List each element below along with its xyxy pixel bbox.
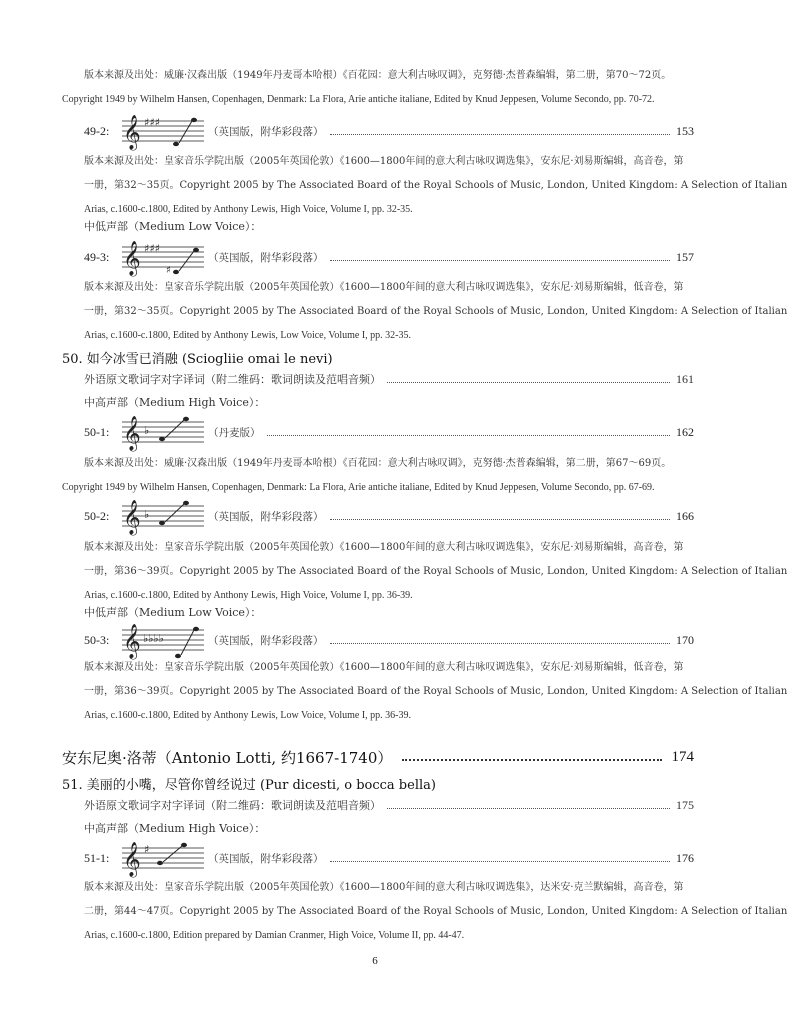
leader-dots — [330, 643, 671, 644]
svg-text:𝄞: 𝄞 — [123, 624, 141, 659]
svg-text:♯♯♯: ♯♯♯ — [144, 242, 160, 255]
song-title-50: 50. 如今冰雪已消融 (Sciogliie omai le nevi) — [62, 352, 333, 367]
entry-number: 50-3: — [84, 632, 110, 647]
source-note-4 — [62, 452, 694, 500]
music-incipit-icon — [122, 412, 204, 452]
source-note-3 — [84, 276, 787, 348]
source-note-1 — [62, 64, 694, 112]
source-note-7 — [84, 876, 787, 948]
page-ref: 170 — [676, 632, 694, 647]
source-note-cn: 二册，第44～47页。Copyright 2005 by The Associated Board of the Royal Schools of Music, London, United Kingdom: A Selection of Italian — [84, 906, 787, 917]
svg-text:♯: ♯ — [166, 265, 171, 276]
page-ref: 176 — [676, 850, 694, 865]
leader-dots — [330, 134, 671, 135]
page-ref: 162 — [676, 424, 694, 439]
edition-label: （英国版，附华彩段落） — [208, 251, 324, 264]
source-note-cn: 一册，第32～35页。Copyright 2005 by The Associated Board of the Royal Schools of Music, London, United Kingdom: A Selection of Italian — [84, 306, 787, 317]
entry-number: 49-2: — [84, 123, 110, 138]
svg-text:♭: ♭ — [144, 424, 150, 437]
toc-entry-translit-51[interactable] — [84, 796, 694, 814]
voice-heading: 中低声部（Medium Low Voice）： — [84, 606, 262, 619]
edition-label: （英国版，附华彩段落） — [208, 852, 324, 865]
entry-number: 51-1: — [84, 850, 110, 865]
toc-entry-49-2[interactable] — [84, 111, 694, 151]
leader-dots — [402, 759, 661, 761]
toc-entry-composer-lotti[interactable] — [62, 746, 694, 768]
source-note-2 — [84, 150, 787, 222]
source-note-cn: 版本来源及出处：皇家音乐学院出版（2005年英国伦敦）《1600—1800年间的意大利古咏叹调选集》，安东尼·刘易斯编辑，高音卷，第 — [84, 156, 684, 167]
edition-label: （丹麦版） — [208, 426, 261, 439]
svg-text:𝄞: 𝄞 — [123, 241, 141, 276]
leader-dots — [330, 519, 671, 520]
edition-label: （英国版，附华彩段落） — [208, 634, 324, 647]
toc-entry-51-1[interactable] — [84, 838, 694, 878]
source-note-cn: 版本来源及出处：威廉·汉森出版（1949年丹麦哥本哈根）《百花园：意大利古咏叹调》，克努德·杰普森编辑，第二册，第70～72页。 — [84, 70, 672, 81]
music-incipit-icon — [122, 111, 204, 151]
source-note-cn: 版本来源及出处：皇家音乐学院出版（2005年英国伦敦）《1600—1800年间的意大利古咏叹调选集》，达米安·克兰默编辑，高音卷，第 — [84, 882, 684, 893]
source-note-en: Arias, c.1600-c.1800, Edited by Anthony Lewis, High Voice, Volume I, pp. 32-35. — [84, 204, 413, 215]
source-note-cn: 版本来源及出处：皇家音乐学院出版（2005年英国伦敦）《1600—1800年间的意大利古咏叹调选集》，安东尼·刘易斯编辑，低音卷，第 — [84, 662, 684, 673]
source-note-en: Copyright 1949 by Wilhelm Hansen, Copenhagen, Denmark: La Flora, Arie antiche italiane, Edited by Knud Jeppesen, Volume Secondo, pp. 70-72. — [62, 94, 655, 105]
svg-text:♭: ♭ — [144, 508, 150, 521]
svg-text:𝄞: 𝄞 — [123, 115, 141, 150]
toc-entry-49-3[interactable] — [84, 237, 694, 277]
music-incipit-icon — [122, 237, 204, 277]
translit-label: 外语原文歌词字对字译词（附二维码：歌词朗读及范唱音频） — [84, 799, 381, 812]
music-incipit-icon — [122, 620, 204, 660]
leader-dots — [387, 382, 670, 383]
edition-label: （英国版，附华彩段落） — [208, 510, 324, 523]
svg-text:𝄞: 𝄞 — [123, 842, 141, 877]
page-ref: 153 — [676, 123, 694, 138]
page-ref: 166 — [676, 508, 694, 523]
voice-heading: 中低声部（Medium Low Voice）： — [84, 220, 262, 233]
page-ref: 174 — [671, 748, 694, 765]
svg-text:♯: ♯ — [144, 843, 150, 856]
song-title-51: 51. 美丽的小嘴，尽管你曾经说过 (Pur dicesti, o bocca bella) — [62, 778, 436, 793]
leader-dots — [387, 808, 670, 809]
voice-heading: 中高声部（Medium High Voice）： — [84, 822, 266, 835]
page-ref: 175 — [676, 797, 694, 812]
toc-entry-50-1[interactable] — [84, 412, 694, 452]
source-note-cn: 版本来源及出处：威廉·汉森出版（1949年丹麦哥本哈根）《百花园：意大利古咏叹调》，克努德·杰普森编辑，第二册，第67～69页。 — [84, 458, 672, 469]
leader-dots — [330, 260, 671, 261]
svg-text:𝄞: 𝄞 — [123, 416, 141, 451]
entry-number: 50-2: — [84, 508, 110, 523]
toc-entry-50-3[interactable] — [84, 620, 694, 660]
svg-text:♭♭♭♭: ♭♭♭♭ — [143, 632, 164, 645]
translit-label: 外语原文歌词字对字译词（附二维码：歌词朗读及范唱音频） — [84, 373, 381, 386]
source-note-en: Arias, c.1600-c.1800, Edited by Anthony Lewis, Low Voice, Volume I, pp. 32-35. — [84, 330, 412, 341]
source-note-cn: 一册，第36～39页。Copyright 2005 by The Associated Board of the Royal Schools of Music, London, United Kingdom: A Selection of Italian — [84, 566, 787, 577]
source-note-cn: 一册，第32～35页。Copyright 2005 by The Associated Board of the Royal Schools of Music, London, United Kingdom: A Selection of Italian — [84, 180, 787, 191]
page-ref: 157 — [676, 249, 694, 264]
source-note-5 — [84, 536, 787, 608]
source-note-en: Arias, c.1600-c.1800, Edited by Anthony Lewis, Low Voice, Volume I, pp. 36-39. — [84, 710, 412, 721]
leader-dots — [330, 861, 671, 862]
leader-dots — [267, 435, 671, 436]
source-note-cn: 一册，第36～39页。Copyright 2005 by The Associated Board of the Royal Schools of Music, London, United Kingdom: A Selection of Italian — [84, 686, 787, 697]
source-note-cn: 版本来源及出处：皇家音乐学院出版（2005年英国伦敦）《1600—1800年间的意大利古咏叹调选集》，安东尼·刘易斯编辑，低音卷，第 — [84, 282, 684, 293]
source-note-6 — [84, 656, 787, 728]
toc-entry-translit-50[interactable] — [84, 370, 694, 388]
toc-entry-50-2[interactable] — [84, 496, 694, 536]
entry-number: 50-1: — [84, 424, 110, 439]
svg-text:♯♯♯: ♯♯♯ — [144, 116, 160, 129]
composer-name: 安东尼奥·洛蒂（Antonio Lotti, 约1667-1740） — [62, 748, 393, 767]
entry-number: 49-3: — [84, 249, 110, 264]
edition-label: （英国版，附华彩段落） — [208, 125, 324, 138]
source-note-en: Arias, c.1600-c.1800, Edited by Anthony Lewis, High Voice, Volume I, pp. 36-39. — [84, 590, 413, 601]
music-incipit-icon — [122, 496, 204, 536]
music-incipit-icon — [122, 838, 204, 878]
source-note-en: Arias, c.1600-c.1800, Edition prepared by Damian Cranmer, High Voice, Volume II, pp. 44-47. — [84, 930, 465, 941]
page-number: 6 — [372, 955, 378, 967]
page-ref: 161 — [676, 371, 694, 386]
source-note-en: Copyright 1949 by Wilhelm Hansen, Copenhagen, Denmark: La Flora, Arie antiche italiane, Edited by Knud Jeppesen, Volume Secondo, pp. 67-69. — [62, 482, 655, 493]
voice-heading: 中高声部（Medium High Voice）： — [84, 396, 266, 409]
source-note-cn: 版本来源及出处：皇家音乐学院出版（2005年英国伦敦）《1600—1800年间的意大利古咏叹调选集》，安东尼·刘易斯编辑，高音卷，第 — [84, 542, 684, 553]
svg-text:𝄞: 𝄞 — [123, 500, 141, 535]
